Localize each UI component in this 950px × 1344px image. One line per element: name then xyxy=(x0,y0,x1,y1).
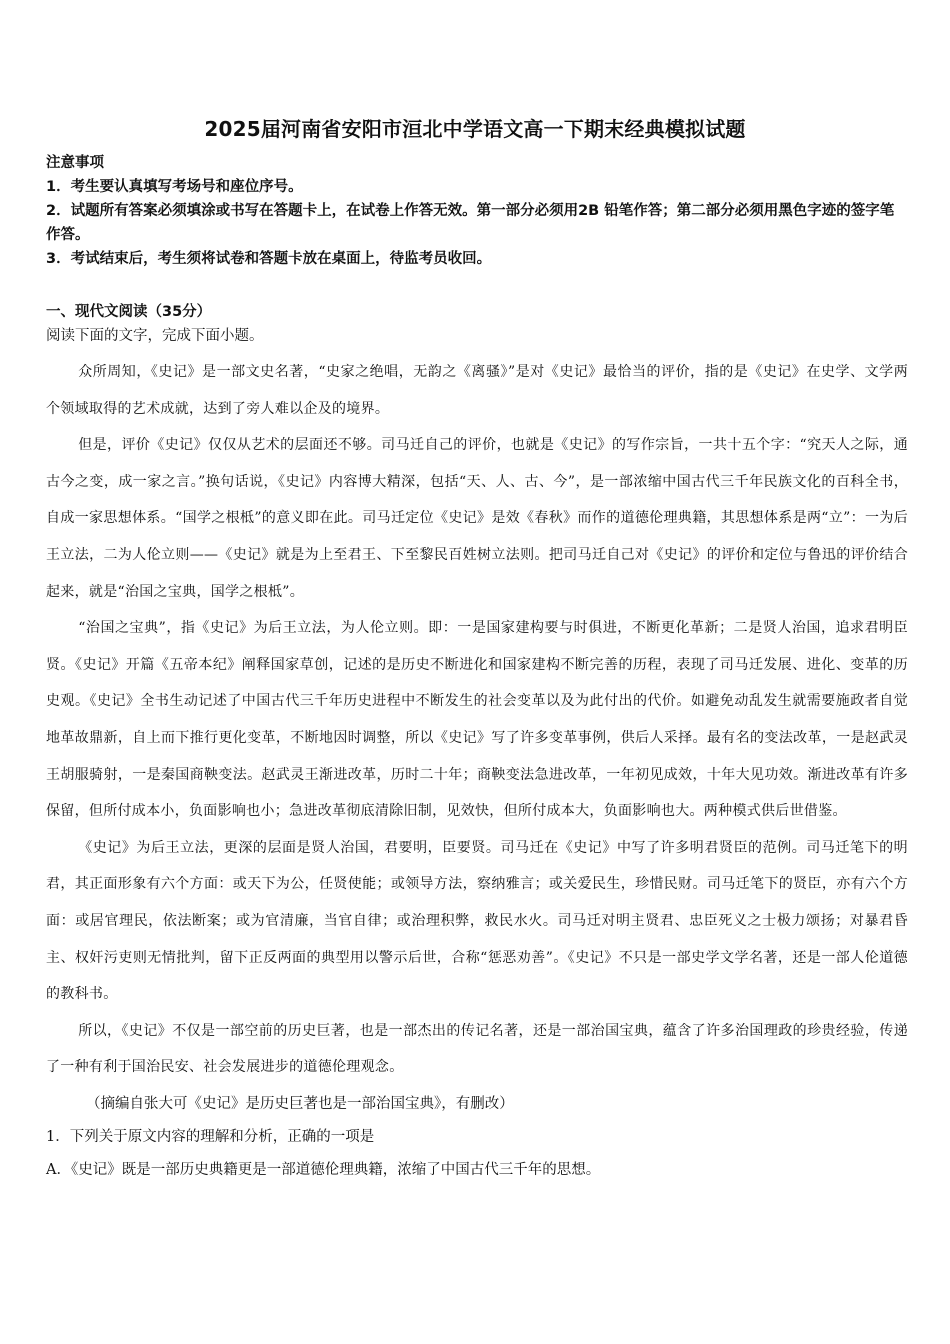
reading-passage xyxy=(46,354,908,1086)
notice-block xyxy=(46,151,908,271)
passage-paragraph: 但是，评价《史记》仅仅从艺术的层面还不够。司马迁自己的评价，也就是《史记》的写作宗旨，一共十五个字：“究天人之际，通古今之变，成一家之言。”换句话说，《史记》内容博大精深，包括“天、人、古、今”，是一部浓缩中国古代三千年民族文化的百科全书，自成一家思想体系。“国学之根柢”的意义即在此。司马迁定位《史记》是效《春秋》而作的道德伦理典籍，其思想体系是两“立”：一为后王立法，二为人伦立则——《史记》就是为上至君王、下至黎民百姓树立法则。把司马迁自己对《史记》的评价和定位与鲁迅的评价结合起来，就是“治国之宝典，国学之根柢”。 xyxy=(46,437,908,600)
passage-paragraph: 《史记》为后王立法，更深的层面是贤人治国，君要明，臣要贤。司马迁在《史记》中写了许多明君贤臣的范例。司马迁笔下的明君，其正面形象有六个方面：或天下为公，任贤使能；或领导方法，察纳雅言；或关爱民生，珍惜民财。司马迁笔下的贤臣，亦有六个方面：或居官理民，依法断案；或为官清廉，当官自律；或治理积弊，救民水火。司马迁对明主贤君、忠臣死义之士极力颂扬；对暴君昏主、权奸污吏则无情批判，留下正反两面的典型用以警示后世，合称“惩恶劝善”。《史记》不只是一部史学文学名著，还是一部人伦道德的教科书。 xyxy=(46,839,908,1003)
section-heading: 一、现代文阅读（35分） xyxy=(46,304,212,320)
question-1: 1．下列关于原文内容的理解和分析，正确的一项是 xyxy=(46,1128,375,1145)
notice-heading: 注意事项 xyxy=(46,155,104,171)
notice-item: 1．考生要认真填写考场号和座位序号。 xyxy=(46,179,303,195)
option-a: A．《史记》既是一部历史典籍更是一部道德伦理典籍，浓缩了中国古代三千年的思想。 xyxy=(46,1161,601,1178)
passage-paragraph: 所以，《史记》不仅是一部空前的历史巨著，也是一部杰出的传记名著，还是一部治国宝典，蕴含了许多治国理政的珍贵经验，传递了一种有利于国治民安、社会发展进步的道德伦理观念。 xyxy=(46,1022,908,1076)
notice-item: 2．试题所有答案必须填涂或书写在答题卡上，在试卷上作答无效。第一部分必须用2B 铅笔作答；第二部分必须用黑色字迹的签字笔作答。 xyxy=(46,203,895,243)
section-intro: 阅读下面的文字，完成下面小题。 xyxy=(46,328,264,344)
reading-section xyxy=(46,300,908,1188)
passage-paragraph: “治国之宝典”，指《史记》为后王立法，为人伦立则。即：一是国家建构要与时俱进，不断更化革新；二是贤人治国，追求君明臣贤。《史记》开篇《五帝本纪》阐释国家草创，记述的是历史不断进化和国家建构不断完善的历程，表现了司马迁发展、进化、变革的历史观。《史记》全书生动记述了中国古代三千年历史进程中不断发生的社会变革以及为此付出的代价。如避免动乱发生就需要施政者自觉地革故鼎新，自上而下推行更化变革，不断地因时调整，所以《史记》写了许多变革事例，供后人采择。最有名的变法改革，一是赵武灵王胡服骑射，一是秦国商鞅变法。赵武灵王渐进改革，历时二十年；商鞅变法急进改革，一年初见成效，十年大见功效。渐进改革有许多保留，但所付成本小，负面影响也小；急进改革彻底清除旧制，见效快，但所付成本大，负面影响也大。两种模式供后世借鉴。 xyxy=(46,620,908,820)
passage-source: （摘编自张大可《史记》是历史巨著也是一部治国宝典》，有删改） xyxy=(86,1095,514,1112)
notice-item: 3．考试结束后，考生须将试卷和答题卡放在桌面上，待监考员收回。 xyxy=(46,251,492,267)
page-title: 2025届河南省安阳市洹北中学语文高一下期末经典模拟试题 xyxy=(204,117,746,141)
passage-paragraph: 众所周知，《史记》是一部文史名著，“史家之绝唱，无韵之《离骚》”是对《史记》最恰当的评价，指的是《史记》在史学、文学两个领域取得的艺术成就，达到了旁人难以企及的境界。 xyxy=(46,364,908,417)
